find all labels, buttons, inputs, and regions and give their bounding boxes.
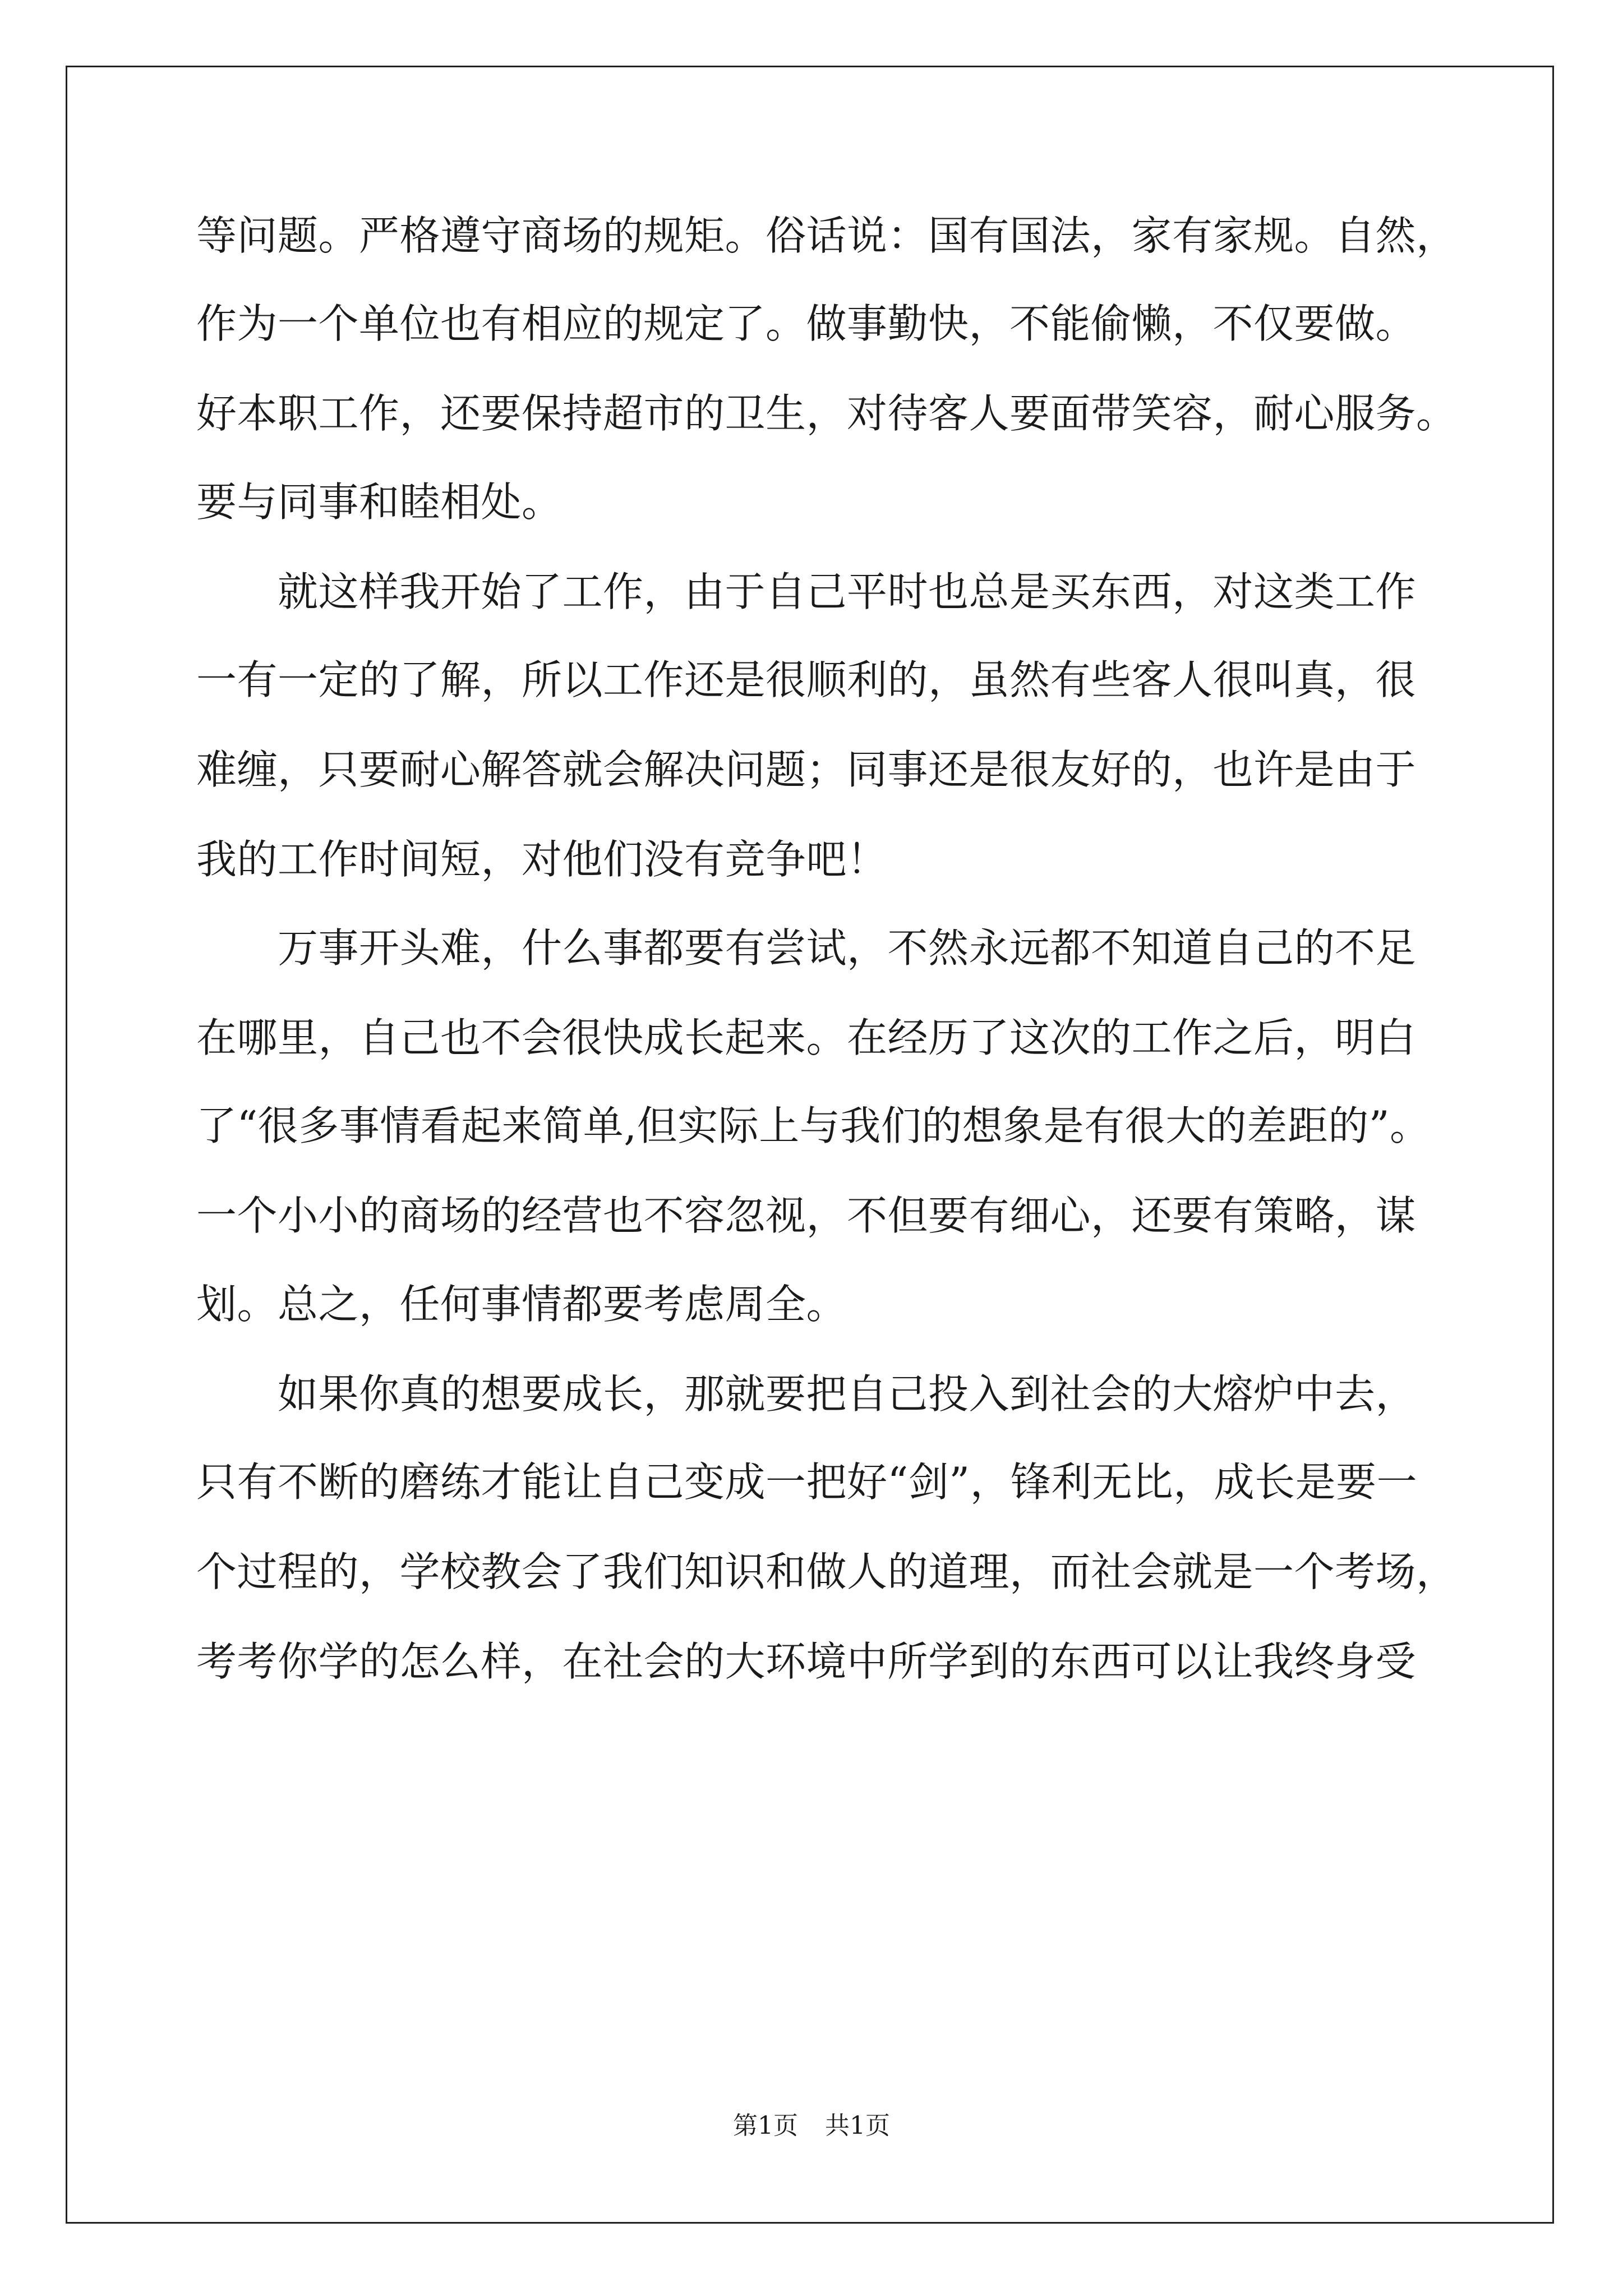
text-line-4: 要与同事和睦相处。 [196, 478, 562, 526]
text-line-14: 如果你真的想要成长，那就要把自己投入到社会的大熔炉中去， [196, 1370, 1417, 1418]
text-line-15: 只有不断的磨练才能让自己变成一把好“剑”，锋利无比，成长是要一 [196, 1458, 1418, 1506]
text-line-13: 划。总之，任何事情都要考虑周全。 [196, 1281, 847, 1328]
text-line-3: 好本职工作，还要保持超市的卫生，对待客人要面带笑容，耐心服务。 [196, 390, 1457, 437]
text-line-6: 一有一定的了解，所以工作还是很顺利的，虽然有些客人很叫真，很 [196, 656, 1417, 703]
text-line-7: 难缠，只要耐心解答就会解决问题；同事还是很友好的，也许是由于 [196, 746, 1417, 793]
text-line-17: 考考你学的怎么样，在社会的大环境中所学到的东西可以让我终身受 [196, 1638, 1417, 1685]
page-footer [0, 2109, 1623, 2143]
text-line-10: 在哪里，自己也不会很快成长起来。在经历了这次的工作之后，明白 [196, 1014, 1417, 1061]
text-line-8: 我的工作时间短，对他们没有竞争吧！ [196, 836, 888, 883]
text-line-16: 个过程的，学校教会了我们知识和做人的道理，而社会就是一个考场， [196, 1548, 1457, 1595]
page-number-current: 第1页 [733, 2111, 798, 2140]
text-line-11: 了“很多事情看起来简单,但实际上与我们的想象是有很大的差距的”。 [196, 1102, 1431, 1149]
text-line-1: 等问题。严格遵守商场的规矩。俗话说：国有国法，家有家规。自然， [196, 212, 1457, 259]
text-line-2: 作为一个单位也有相应的规定了。做事勤快，不能偷懒，不仅要做。 [196, 300, 1417, 347]
text-line-9: 万事开头难，什么事都要有尝试，不然永远都不知道自己的不足 [196, 924, 1417, 972]
text-line-5: 就这样我开始了工作，由于自己平时也总是买东西，对这类工作 [196, 568, 1417, 615]
page-number-total: 共1页 [825, 2111, 890, 2140]
text-line-12: 一个小小的商场的经营也不容忽视，不但要有细心，还要有策略，谋 [196, 1192, 1417, 1239]
